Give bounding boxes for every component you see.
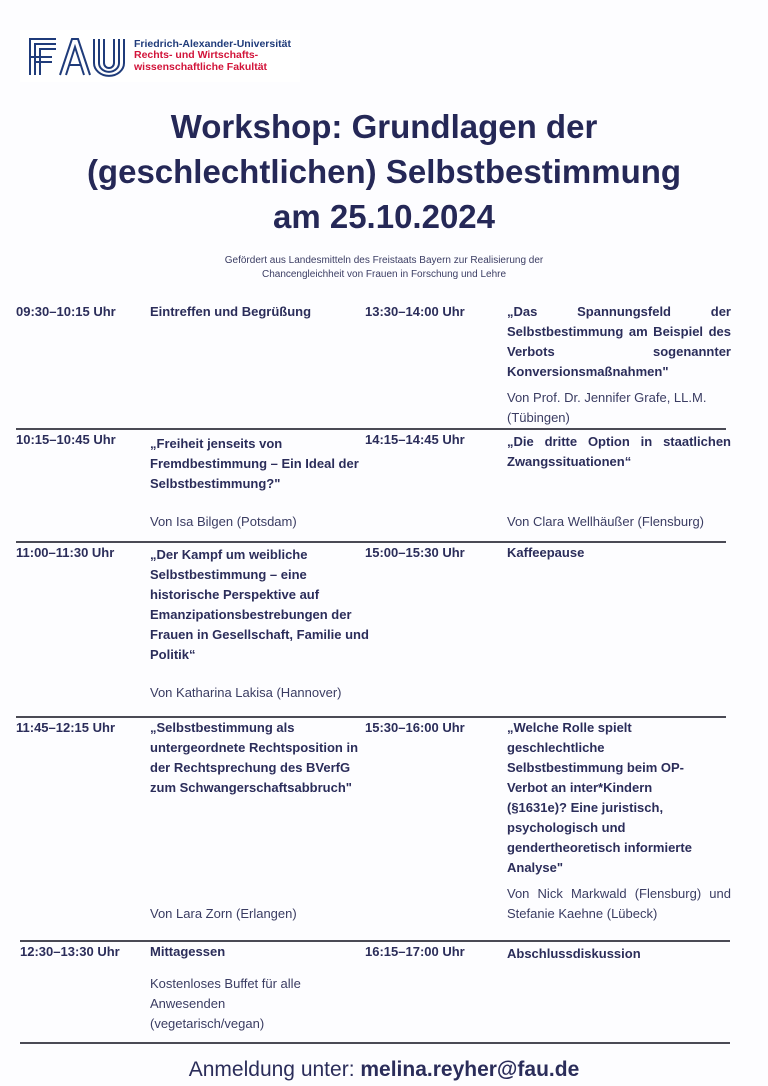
registration-label: Anmeldung unter: xyxy=(188,1058,361,1081)
slot-speaker: Von Lara Zorn (Erlangen) xyxy=(150,906,297,921)
fau-logo-icon xyxy=(28,35,128,77)
slot-title: „Der Kampf um weibliche Selbstbestimmung – eine historische Perspektive auf Emanzipationsbestrebungen der Frauen in Gesellschaft, Familie und Politik“ xyxy=(150,547,369,662)
slot-time: 16:15–17:00 Uhr xyxy=(365,944,465,959)
page-title: Workshop: Grundlagen der (geschlechtlichen) Selbstbestimmung am 25.10.2024 xyxy=(86,108,682,235)
slot-speaker: Kostenloses Buffet für alle Anwesenden (vegetarisch/vegan) xyxy=(150,976,301,1031)
slot-time: 14:15–14:45 Uhr xyxy=(365,432,465,447)
slot-speaker: Von Clara Wellhäußer (Flensburg) xyxy=(507,514,705,529)
slot-title: Abschlussdiskussion xyxy=(507,946,641,961)
faculty-name: Friedrich-Alexander-Universität Rechts- und Wirtschafts- wissenschaftliche Fakultät xyxy=(134,37,291,73)
slot-title: „Die dritte Option in staatlichen Zwangssituationen“ xyxy=(507,434,731,469)
slot-time: 15:00–15:30 Uhr xyxy=(365,545,465,560)
registration-info xyxy=(0,1058,768,1082)
slot-speaker: Von Katharina Lakisa (Hannover) xyxy=(150,685,342,700)
slot-time: 09:30–10:15 Uhr xyxy=(16,304,116,319)
slot-time: 13:30–14:00 Uhr xyxy=(365,304,465,319)
slot-title: „Das Spannungsfeld der Selbstbestimmung am Beispiel des Verbots sogenannter Konversionsmaßnahmen" xyxy=(507,304,731,379)
slot-speaker: Von Nick Markwald (Flensburg) und Stefanie Kaehne (Lübeck) xyxy=(507,886,731,921)
funding-note: Gefördert aus Landesmitteln des Freistaats Bayern zur Realisierung der Chancengleichheit von Frauen in Forschung und Lehre xyxy=(224,255,544,280)
slot-time: 11:45–12:15 Uhr xyxy=(16,720,116,735)
slot-time: 12:30–13:30 Uhr xyxy=(20,944,120,959)
divider xyxy=(20,1042,364,1044)
slot-title: „Freiheit jenseits von Fremdbestimmung – Ein Ideal der Selbstbestimmung?" xyxy=(150,436,359,491)
slot-title: „Selbstbestimmung als untergeordnete Rechtsposition in der Rechtsprechung des BVerfG zum Schwangerschaftsabbruch" xyxy=(150,720,359,795)
slot-title: Mittagessen xyxy=(150,944,226,959)
slot-title: Kaffeepause xyxy=(507,545,585,560)
slot-speaker: Von Prof. Dr. Jennifer Grafe, LL.M. (Tübingen) xyxy=(507,390,707,425)
slot-time: 10:15–10:45 Uhr xyxy=(16,432,116,447)
slot-speaker: Von Isa Bilgen (Potsdam) xyxy=(150,514,297,529)
slot-time: 11:00–11:30 Uhr xyxy=(16,545,115,560)
slot-title: „Welche Rolle spielt geschlechtliche Selbstbestimmung beim OP-Verbot an inter*Kindern (§1631e)? Eine juristisch, psychologisch und gendertheoretisch informierte Analyse" xyxy=(507,720,692,875)
slot-time: 15:30–16:00 Uhr xyxy=(365,720,465,735)
fau-logo xyxy=(20,30,300,82)
slot-title: Eintreffen und Begrüßung xyxy=(150,304,312,319)
registration-email-link[interactable]: melina.reyher@fau.de xyxy=(360,1058,580,1081)
divider xyxy=(364,1042,730,1044)
